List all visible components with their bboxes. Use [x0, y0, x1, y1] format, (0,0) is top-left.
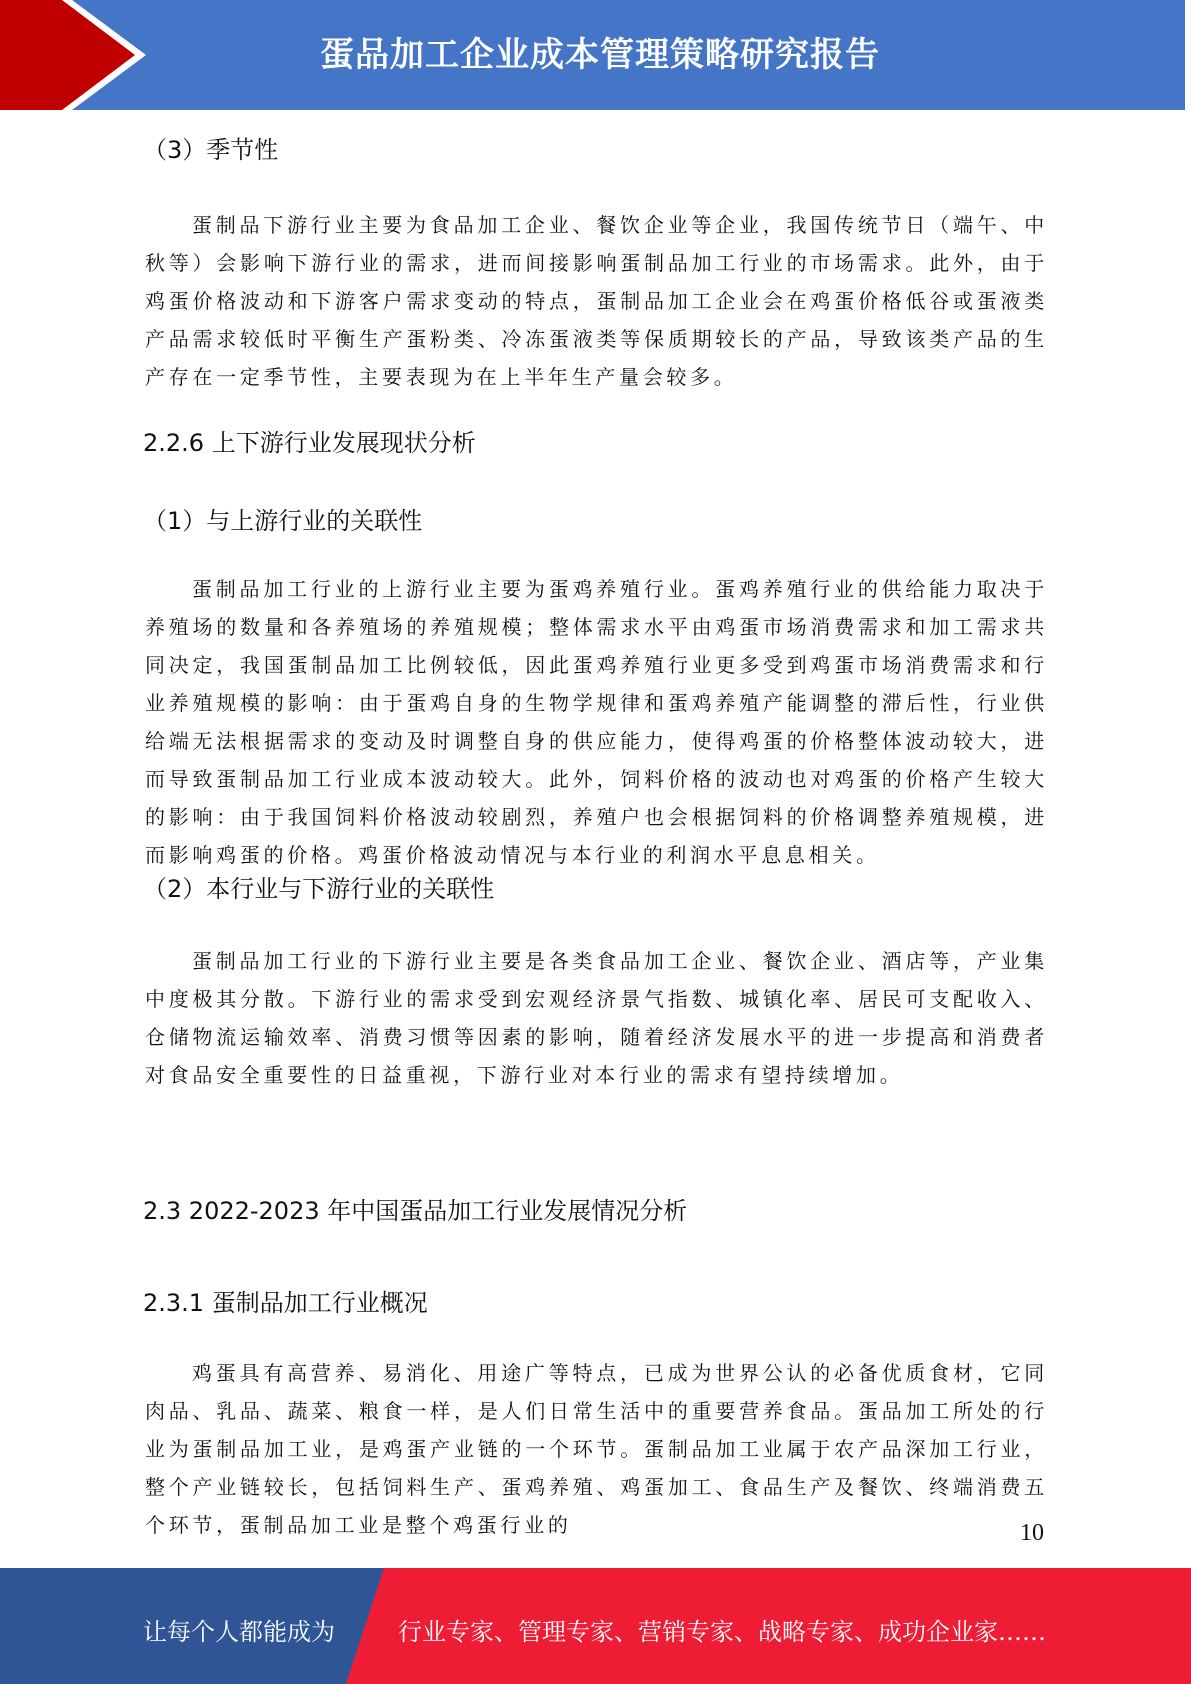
paragraph: 蛋制品加工行业的上游行业主要为蛋鸡养殖行业。蛋鸡养殖行业的供给能力取决于养殖场的数量和各养殖场的养殖规模；整体需求水平由鸡蛋市场消费需求和加工需求共同决定，我国蛋制品加工比例较低，因此蛋鸡养殖行业更多受到鸡蛋市场消费需求和行业养殖规模的影响：由于蛋鸡自身的生物学规律和蛋鸡养殖产能调整的滞后性，行业供给端无法根据需求的变动及时调整自身的供应能力，使得鸡蛋的价格整体波动较大，进而导致蛋制品加工行业成本波动较大。此外，饲料价格的波动也对鸡蛋的价格产生较大的影响：由于我国饲料价格波动较剧烈，养殖户也会根据饲料的价格调整养殖规模，进而影响鸡蛋的价格。鸡蛋价格波动情况与本行业的利润水平息息相关。	[145, 577, 1048, 867]
heading-downstream: （2）本行业与下游行业的关联性	[143, 875, 495, 903]
footer-slogan-right: 行业专家、管理专家、营销专家、战略专家、成功企业家……	[398, 1618, 1046, 1646]
heading-2-2-6: 2.2.6 上下游行业发展现状分析	[143, 429, 476, 457]
page-header	[0, 0, 1191, 110]
paragraph: 鸡蛋具有高营养、易消化、用途广等特点，已成为世界公认的必备优质食材，它同肉品、乳品、蔬菜、粮食一样，是人们日常生活中的重要营养食品。蛋品加工所处的行业为蛋制品加工业，是鸡蛋产业链的一个环节。蛋制品加工业属于农产品深加工行业，整个产业链较长，包括饲料生产、蛋鸡养殖、鸡蛋加工、食品生产及餐饮、终端消费五个环节，蛋制品加工业是整个鸡蛋行业的	[145, 1361, 1048, 1537]
heading-2-3-1: 2.3.1 蛋制品加工行业概况	[143, 1289, 428, 1317]
heading-2-3: 2.3 2022-2023 年中国蛋品加工行业发展情况分析	[143, 1197, 688, 1225]
heading-seasonality: （3）季节性	[143, 136, 279, 164]
page-number: 10	[1020, 1520, 1044, 1546]
heading-upstream: （1）与上游行业的关联性	[143, 507, 423, 535]
report-title: 蛋品加工企业成本管理策略研究报告	[320, 35, 880, 75]
paragraph: 蛋制品下游行业主要为食品加工企业、餐饮企业等企业，我国传统节日（端午、中秋等）会影响下游行业的需求，进而间接影响蛋制品加工行业的市场需求。此外，由于鸡蛋价格波动和下游客户需求变动的特点，蛋制品加工企业会在鸡蛋价格低谷或蛋液类产品需求较低时平衡生产蛋粉类、冷冻蛋液类等保质期较长的产品，导致该类产品的生产存在一定季节性，主要表现为在上半年生产量会较多。	[145, 213, 1048, 389]
paragraph: 蛋制品加工行业的下游行业主要是各类食品加工企业、餐饮企业、酒店等，产业集中度极其分散。下游行业的需求受到宏观经济景气指数、城镇化率、居民可支配收入、仓储物流运输效率、消费习惯等因素的影响，随着经济发展水平的进一步提高和消费者对食品安全重要性的日益重视，下游行业对本行业的需求有望持续增加。	[145, 949, 1048, 1087]
footer-slogan-left: 让每个人都能成为	[143, 1618, 335, 1646]
